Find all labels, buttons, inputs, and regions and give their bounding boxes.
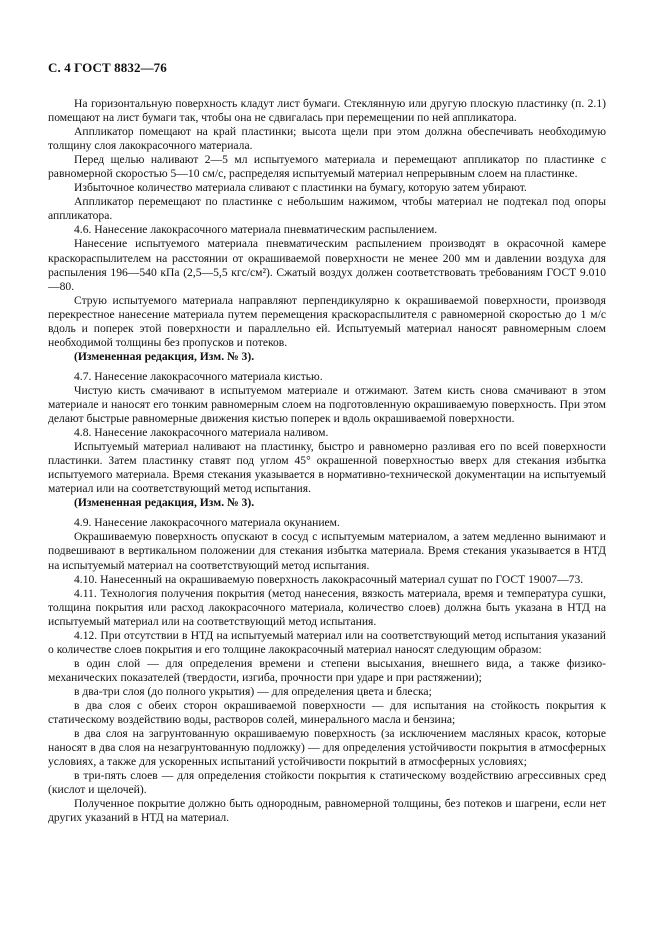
section-4-11: 4.11. Технология получения покрытия (метод нанесения, вязкость материала, время и температура сушки, толщина покрытия или расход лакокрасочного материала, количество слоев) должна быть указана в НТД на испытуемый материал или на соответствующий метод испытания. (48, 586, 606, 628)
paragraph: Струю испытуемого материала направляют перпендикулярно к окрашиваемой поверхности, производя перекрестное нанесение материала путем перемещения краскораспылителя с равномерной скоростью до 1 м/с вдоль и поперек этой поверхности и параллельно ей. Испытуемый материал наносят равномерным слоем необходимой толщины без пропусков и потеков. (48, 293, 606, 349)
page-header: С. 4 ГОСТ 8832—76 (48, 60, 167, 75)
paragraph: Нанесение испытуемого материала пневматическим распылением производят в окрасочной камере краскораспылителем на расстоянии от окрашиваемой поверхности не менее 200 мм и давлении воздуха для распыления 196—540 кПа (2,5—5,5 кгс/см²). Сжатый воздух должен соответствовать требованиям ГОСТ 9.010—80. (48, 237, 606, 293)
list-item: в два слоя с обеих сторон окрашиваемой поверхности — для испытания на стойкость покрытия к статическому воздействию воды, растворов солей, минерального масла и бензина; (48, 698, 606, 727)
list-item: в два слоя на загрунтованную окрашиваемую поверхность (за исключением масляных красок, которые наносят в два слоя на незагрунтованную подложку) — для определения устойчивости покрытия в атмосферных условиях, а также для ускоренных испытаний устойчивости покрытий в атмосферных условиях; (48, 727, 606, 769)
section-4-12: 4.12. При отсутствии в НТД на испытуемый материал или на соответствующий метод испытания указаний о количестве слоев покрытия и его толщине лакокрасочный материал наносят следующим образом: (48, 628, 606, 656)
document-body (48, 97, 606, 825)
section-heading-4-7: 4.7. Нанесение лакокрасочного материала кистью. (74, 369, 323, 383)
paragraph: На горизонтальную поверхность кладут лист бумаги. Стеклянную или другую плоскую пластинку (п. 2.1) помещают на лист бумаги так, чтобы она не сдвигалась при перемещении по ней аппликатора. (48, 97, 606, 125)
paragraph: Испытуемый материал наливают на пластинку, быстро и равномерно разливая его по всей поверхности пластинки. Затем пластинку ставят под углом 45° окрашенной поверхностью вверх для стекания избытка испытуемого материала. Время стекания указывается в нормативно-технической документации на испытуемый материал или на соответствующий метод испытания. (48, 440, 606, 496)
list-item: в два-три слоя (до полного укрытия) — для определения цвета и блеска; (74, 684, 432, 698)
section-heading-4-8: 4.8. Нанесение лакокрасочного материала наливом. (74, 426, 329, 440)
paragraph: Аппликатор перемещают по пластинке с небольшим нажимом, чтобы материал не подтекал под опоры аппликатора. (48, 195, 606, 223)
list-item: в три-пять слоев — для определения стойкости покрытия к статическому воздействию агрессивных сред (кислот и щелочей). (48, 769, 606, 797)
section-heading-4-6: 4.6. Нанесение лакокрасочного материала пневматическим распылением. (74, 223, 438, 237)
list-item: в один слой — для определения времени и степени высыхания, внешнего вида, а также физико-механических показателей (твердости, изгиба, прочности при ударе и при растяжении); (48, 656, 606, 684)
paragraph: Окрашиваемую поверхность опускают в сосуд с испытуемым материалом, а затем медленно вынимают и подвешивают в вертикальном положении для стекания избытка материала. Время стекания указывается в НТД на испытуемый материал на соответствующий метод испытания. (48, 530, 606, 572)
section-4-10: 4.10. Нанесенный на окрашиваемую поверхность лакокрасочный материал сушат по ГОСТ 19007—73. (74, 572, 584, 586)
paragraph: Чистую кисть смачивают в испытуемом материале и отжимают. Затем кисть снова смачивают в этом материале и наносят его тонким равномерным слоем на подготовленную окрашиваемую поверхность. При этом делают быстрые равномерные движения кистью поперек и вдоль окрашиваемой поверхности. (48, 383, 606, 426)
section-heading-4-9: 4.9. Нанесение лакокрасочного материала окунанием. (74, 516, 340, 530)
paragraph: Избыточное количество материала сливают с пластинки на бумагу, которую затем убирают. (74, 181, 527, 195)
paragraph: Аппликатор помещают на край пластинки; высота щели при этом должна обеспечивать необходимую толщину слоя лакокрасочного материала. (48, 125, 606, 153)
amendment-note: (Измененная редакция, Изм. № 3). (74, 496, 255, 510)
paragraph: Полученное покрытие должно быть однородным, равномерной толщины, без потеков и шагрени, если нет других указаний в НТД на материал. (48, 797, 606, 825)
amendment-note: (Измененная редакция, Изм. № 3). (74, 349, 255, 363)
paragraph: Перед щелью наливают 2—5 мл испытуемого материала и перемещают аппликатор по пластинке с равномерной скоростью 5—10 см/с, распределяя испытуемый материал непрерывным слоем на пластинке. (48, 153, 606, 181)
